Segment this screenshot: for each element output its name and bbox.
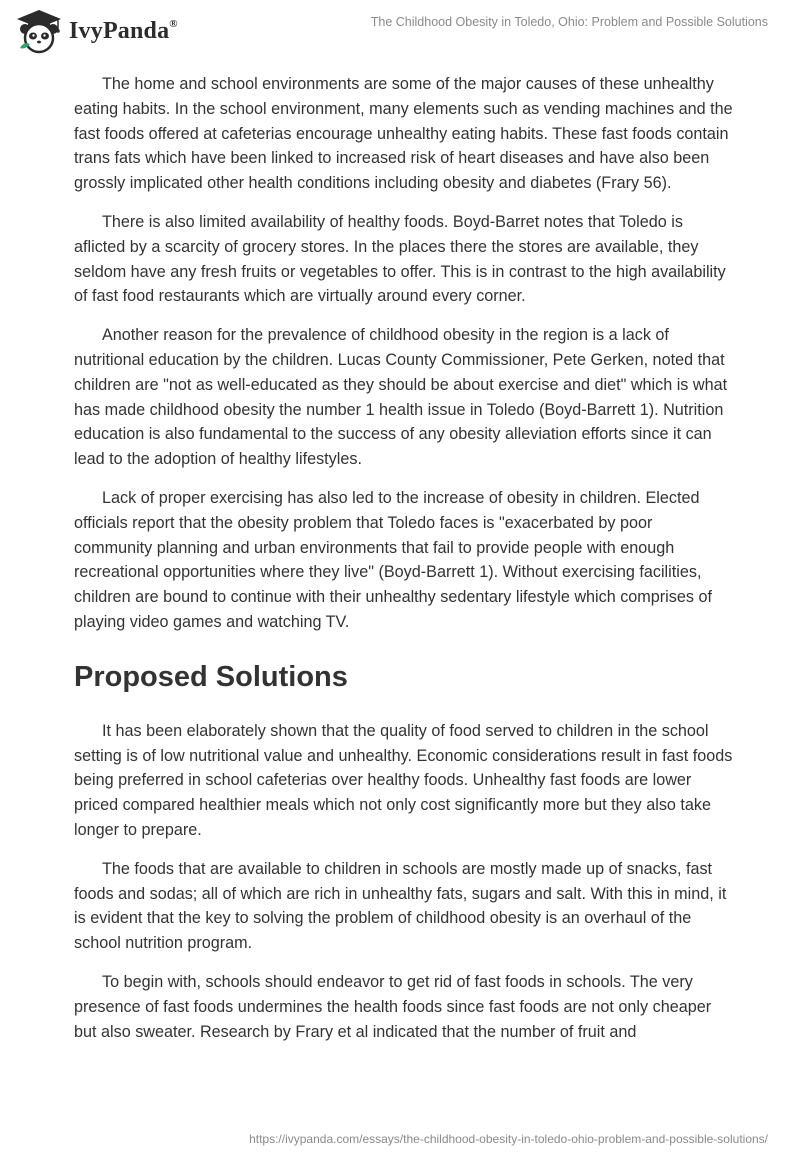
logo-wordmark: IvyPanda® bbox=[69, 17, 178, 44]
site-logo[interactable] bbox=[14, 8, 178, 54]
paragraph: The home and school environments are some of the major causes of these unhealthy eating habits. In the school environment, many elements such as vending machines and the fast foods offered at cafeterias encourage unhealthy eating habits. These fast foods contain trans fats which have been linked to increased risk of heart diseases and have also been grossly implicated other health conditions including obesity and diabetes (Frary 56). bbox=[74, 75, 733, 193]
page-header bbox=[0, 0, 800, 70]
paragraph: To begin with, schools should endeavor to get rid of fast foods in schools. The very presence of fast foods undermines the health foods since fast foods are not only cheaper but also sweater. Research by Frary et al indicated that the number of fruit and bbox=[74, 972, 712, 1041]
source-url[interactable]: https://ivypanda.com/essays/the-childhood-obesity-in-toledo-ohio-problem-and-possible-solutions/ bbox=[249, 1132, 768, 1146]
section-heading: Proposed Solutions bbox=[74, 660, 348, 693]
essay-body bbox=[74, 72, 734, 1058]
paragraph: Another reason for the prevalence of childhood obesity in the region is a lack of nutritional education by the children. Lucas County Commissioner, Pete Gerken, noted that children are "not as well-educated as they should be about exercise and diet" which is what has made childhood obesity the number 1 health issue in Toledo (Boyd-Barrett 1). Nutrition education is also fundamental to the success of any obesity alleviation efforts since it can lead to the adoption of healthy lifestyles. bbox=[74, 326, 728, 469]
panda-graduate-icon bbox=[14, 8, 64, 54]
paragraph: The foods that are available to children in schools are mostly made up of snacks, fast foods and sodas; all of which are rich in unhealthy fats, sugars and salt. With this in mind, it is evident that the key to solving the problem of childhood obesity is an overhaul of the school nutrition program. bbox=[74, 859, 727, 953]
document-title: The Childhood Obesity in Toledo, Ohio: Problem and Possible Solutions bbox=[370, 15, 768, 29]
paragraph: Lack of proper exercising has also led to the increase of obesity in children. Elected officials report that the obesity problem that Toledo faces is "exacerbated by poor community planning and urban environments that fail to provide people with enough recreational opportunities where they live" (Boyd-Barrett 1). Without exercising facilities, children are bound to continue with their unhealthy sedentary lifestyle which comprises of playing video games and watching TV. bbox=[74, 488, 712, 631]
paragraph: There is also limited availability of healthy foods. Boyd-Barret notes that Toledo is aflicted by a scarcity of grocery stores. In the places there the stores are available, they seldom have any fresh fruits or vegetables to offer. This is in contrast to the high availability of fast food restaurants which are virtually around every corner. bbox=[74, 212, 726, 306]
paragraph: It has been elaborately shown that the quality of food served to children in the school setting is of low nutritional value and unhealthy. Economic considerations result in fast foods being preferred in school cafeterias over healthy foods. Unhealthy fast foods are lower priced compared healthier meals which not only cost significantly more but they also take longer to prepare. bbox=[74, 721, 733, 839]
